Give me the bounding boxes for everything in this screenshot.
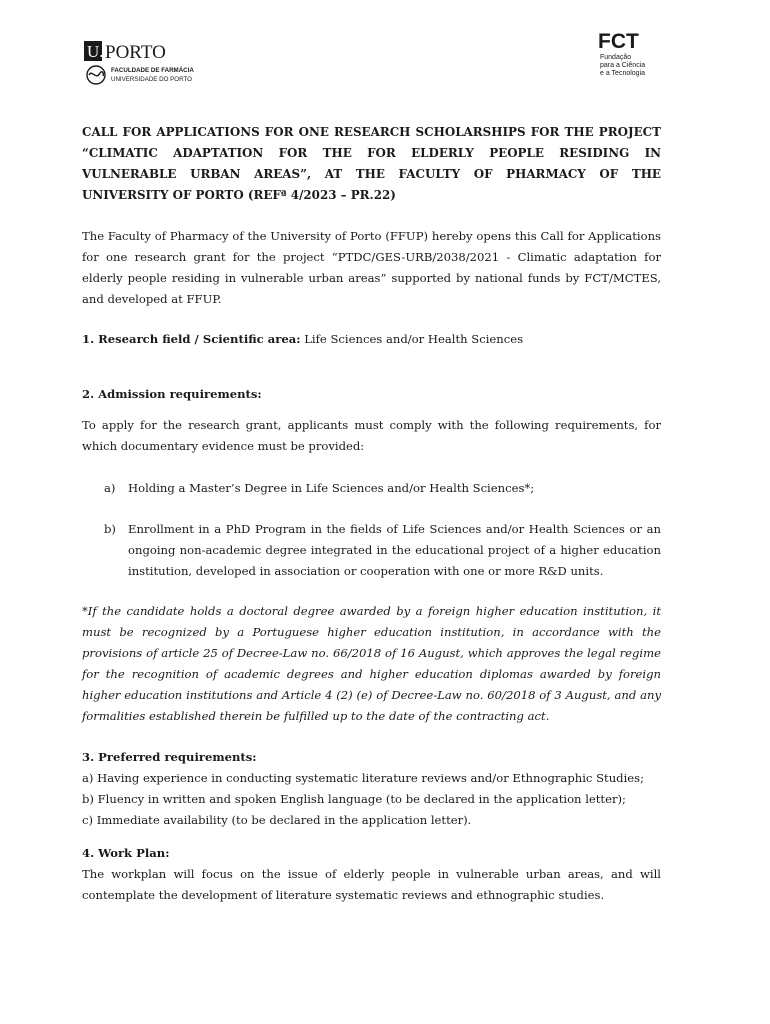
uporto-logo [84, 40, 214, 86]
uporto-emblem-icon [87, 66, 105, 84]
fct-logo [596, 30, 666, 80]
fct-logo-line3: e a Tecnologia [600, 70, 646, 77]
section-1-text: Life Sciences and/or Health Sciences [300, 332, 524, 346]
list-item-marker: b) [104, 522, 116, 536]
section-1 [82, 329, 661, 350]
foreign-degree-note: *If the candidate holds a doctoral degree awarded by a foreign higher education institution, it must be recognized by a Portuguese higher education institution, in accordance with the provisions of article 25 of Decree-Law no. 66/2018 of 16 August, which approves the legal regime for the recognition of academic degrees and higher education diplomas awarded by foreign higher education institutions and Article 4 (2) (e) of Decree-Law no. 60/2018 of 3 August, and any formalities established therein be fulfilled up to the date of the contracting act. [82, 604, 661, 723]
fct-logo-line1: Fundação [600, 54, 632, 61]
uporto-logo-line1: FACULDADE DE FARMÁCIA [111, 67, 194, 74]
list-item-marker: a) [104, 481, 116, 495]
document-title: CALL FOR APPLICATIONS FOR ONE RESEARCH SCHOLARSHIPS FOR THE PROJECT “CLIMATIC ADAPTATION FOR THE FOR ELDERLY PEOPLE RESIDING IN VULNERABLE URBAN AREAS”, AT THE FACULTY OF PHARMACY OF THE UNIVERSITY OF PORTO (REFª 4/2023 – PR.22) [82, 125, 661, 202]
section-2-intro: To apply for the research grant, applicants must comply with the following requirements, for which documentary evidence must be provided: [82, 418, 661, 453]
uporto-logo-word: PORTO [105, 42, 166, 63]
list-item-text: Enrollment in a PhD Program in the fields of Life Sciences and/or Health Sciences or an ongoing non-academic degree integrated in the educational project of a higher education institution, developed in association or cooperation with one or more R&D units. [128, 522, 661, 578]
list-item [104, 478, 661, 499]
section-4-heading: 4. Work Plan: [82, 846, 170, 860]
uporto-logo-u: U. [87, 42, 104, 61]
section-1-heading: 1. Research field / Scientific area: [82, 332, 301, 346]
fct-logo-brand: FCT [598, 30, 639, 53]
preferred-item-a: a) Having experience in conducting systematic literature reviews and/or Ethnographic Studies; [82, 771, 645, 785]
uporto-logo-line2: UNIVERSIDADE DO PORTO [111, 76, 192, 83]
preferred-item-b: b) Fluency in written and spoken English language (to be declared in the application letter); [82, 792, 626, 806]
intro-paragraph: The Faculty of Pharmacy of the University of Porto (FFUP) hereby opens this Call for Applications for one research grant for the project “PTDC/GES-URB/2038/2021 - Climatic adaptation for elderly people residing in vulnerable urban areas” supported by national funds by FCT/MCTES, and developed at FFUP. [82, 229, 661, 306]
section-2-heading: 2. Admission requirements: [82, 387, 262, 401]
section-4-text: The workplan will focus on the issue of elderly people in vulnerable urban areas, and will contemplate the development of literature systematic reviews and ethnographic studies. [82, 867, 661, 902]
list-item [104, 519, 661, 582]
fct-logo-line2: para a Ciência [600, 62, 646, 69]
preferred-item-c: c) Immediate availability (to be declared in the application letter). [82, 813, 472, 827]
list-item-text: Holding a Master’s Degree in Life Sciences and/or Health Sciences*; [128, 481, 535, 495]
section-3-heading: 3. Preferred requirements: [82, 750, 257, 764]
